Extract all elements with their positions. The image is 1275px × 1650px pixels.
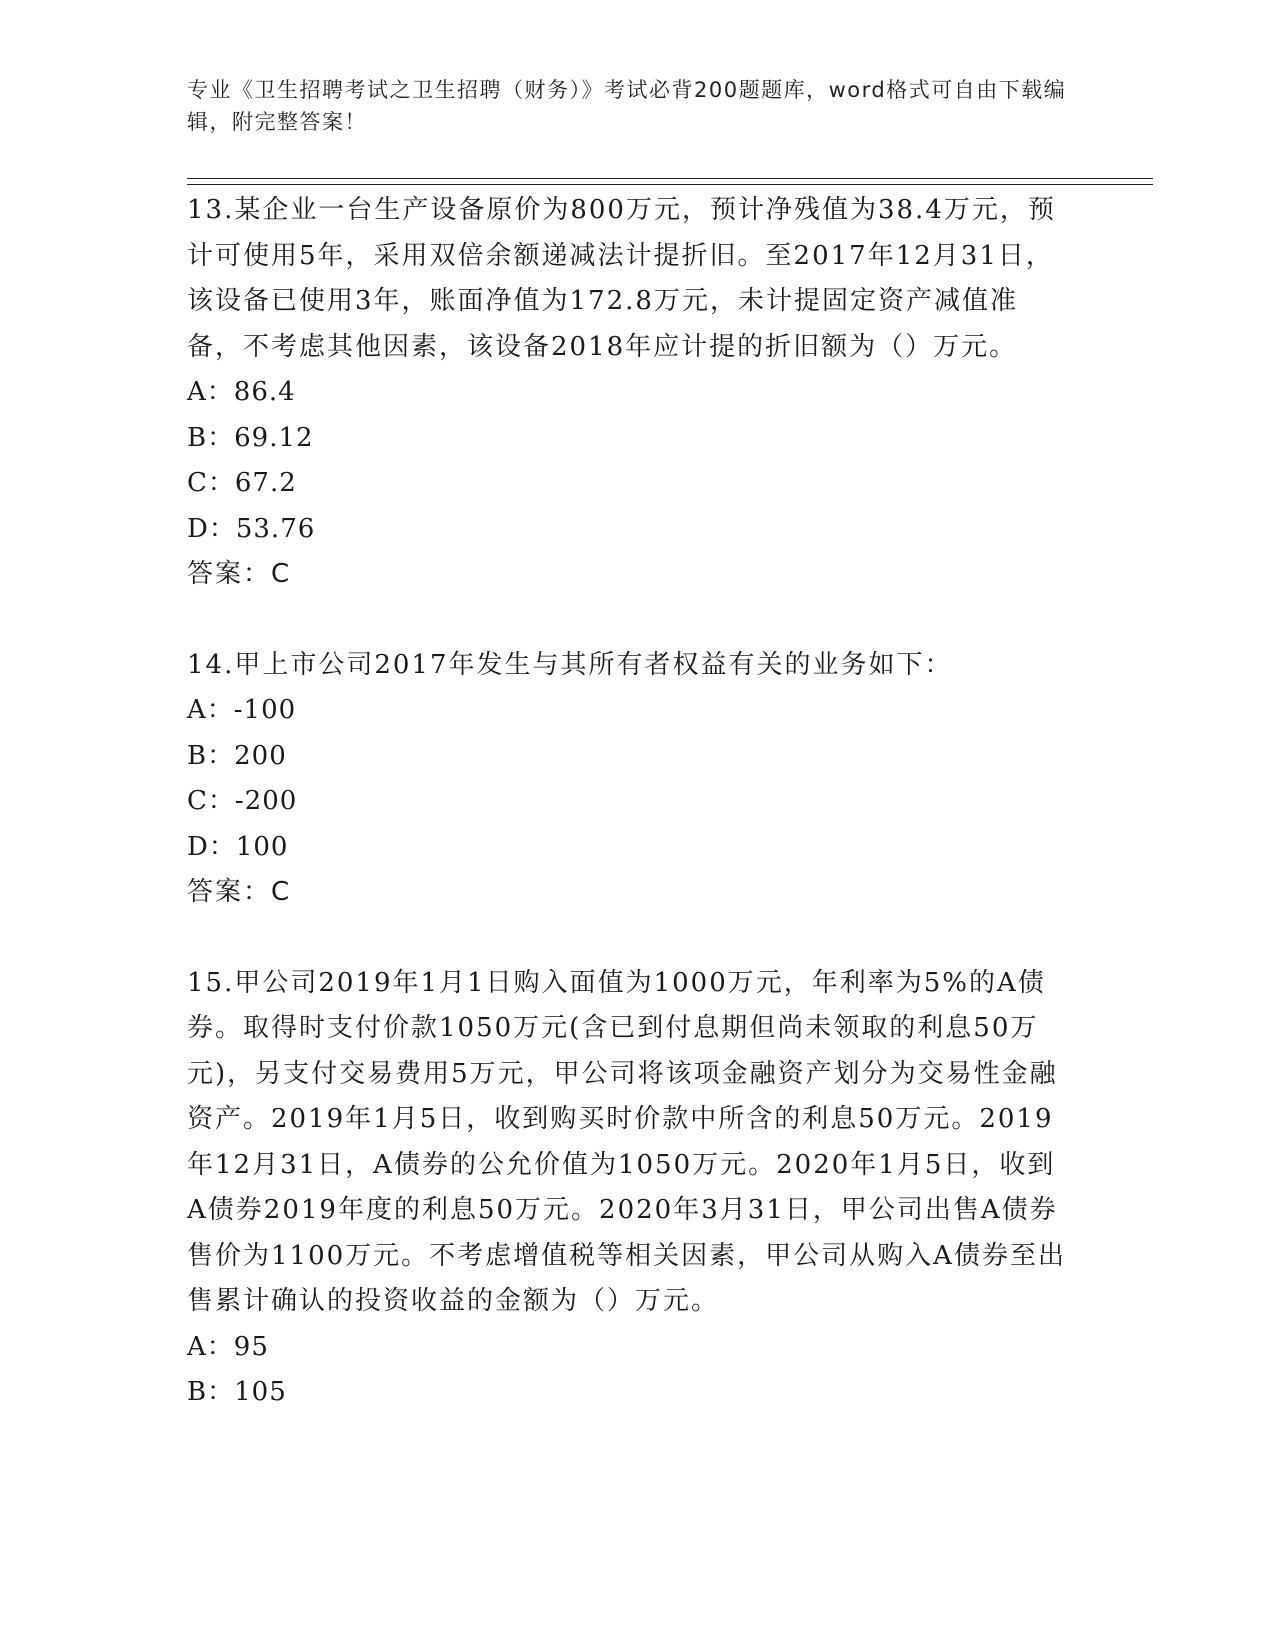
- option-a: A：86.4: [187, 377, 296, 407]
- question-spacer: [187, 916, 1067, 961]
- header-divider-top: [187, 178, 1153, 179]
- option-b: B：69.12: [187, 422, 314, 453]
- question-stem: 15.甲公司2019年1月1日购入面值为1000万元，年利率为5%的A债券。取得时支付价款1050万元(含已到付息期但尚未领取的利息50万元)，另支付交易费用5万元，甲公司将该项金融资产划分为交易性金融资产。2019年1月5日，收到购买时价款中所含的利息50万元。2019年12月31日，A债券的公允价值为1050万元。2020年1月5日，收到A债券2019年度的利息50万元。2020年3月31日，甲公司出售A债券售价为1100万元。不考虑增值税等相关因素，甲公司从购入A债券至出售累计确认的投资收益的金额为（）万元。: [187, 967, 1066, 1316]
- option-c: C：67.2: [187, 468, 297, 498]
- option-d: D：100: [187, 831, 289, 862]
- answer-line: 答案：C: [187, 877, 292, 907]
- question-13: [187, 188, 1067, 598]
- option-b: B：105: [187, 1377, 287, 1407]
- answer-line: 答案：C: [187, 559, 292, 589]
- question-stem: 14.甲上市公司2017年发生与其所有者权益有关的业务如下：: [187, 649, 953, 680]
- option-b: B：200: [187, 740, 287, 771]
- question-14: [187, 643, 1067, 916]
- header-divider-bottom: [187, 184, 1153, 185]
- document-header-title: 专业《卫生招聘考试之卫生招聘（财务）》考试必背200题题库，word格式可自由下载编辑，附完整答案！: [187, 78, 1067, 134]
- option-c: C：-200: [187, 786, 298, 816]
- option-a: A：-100: [187, 695, 297, 725]
- question-list: [187, 188, 1067, 1416]
- question-stem: 13.某企业一台生产设备原价为800万元，预计净残值为38.4万元，预计可使用5年，采用双倍余额递减法计提折旧。至2017年12月31日，该设备已使用3年，账面净值为172.8万元，未计提固定资产减值准备，不考虑其他因素，该设备2018年应计提的折旧额为（）万元。: [187, 195, 1056, 362]
- option-d: D：53.76: [187, 513, 316, 544]
- question-15: [187, 961, 1067, 1416]
- option-a: A：95: [187, 1331, 269, 1362]
- question-spacer: [187, 598, 1067, 643]
